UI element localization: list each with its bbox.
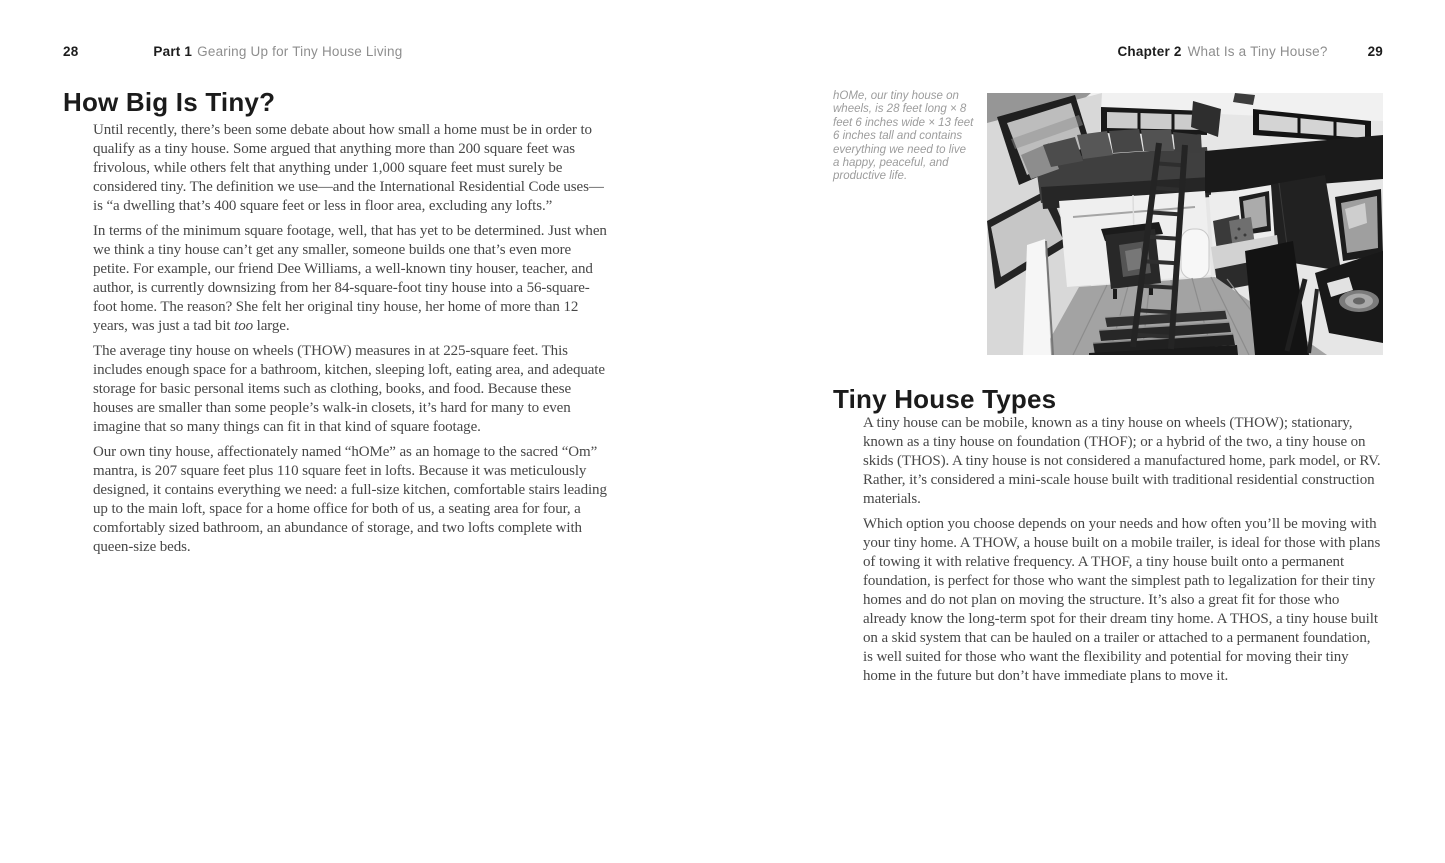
- paragraph: Until recently, there’s been some debate about how small a home must be in order to qualify as a tiny house. Some argued that anything more than 200 square feet was frivolous, while others felt that anything under 1,000 square feet must surely be considered tiny. The definition we use—and the International Residential Code uses—is “a dwelling that’s 400 square feet or less in floor area, excluding any lofts.”: [93, 122, 604, 214]
- paragraph: Which option you choose depends on your needs and how often you’ll be moving with your tiny home. A THOW, a house built on a mobile trailer, is ideal for those with plans of towing it with relative frequency. A THOF, a tiny house built onto a permanent foundation, is perfect for those who want the simplest path to legalization for their tiny homes and do not plan on moving the structure. It’s also a great fit for those who already know the long-term spot for their dream tiny home. A THOS, a tiny house built on a skid system that can be hauled on a trailer or attached to a permanent foundation, is well suited for those who want the flexibility and potential for moving their tiny home in the future but don’t have immediate plans to move it.: [863, 516, 1381, 684]
- chapter-label: Chapter 2: [1117, 44, 1182, 59]
- tiny-house-interior-photo: [987, 93, 1383, 355]
- paragraph: A tiny house can be mobile, known as a tiny house on wheels (THOW); stationary, known as a tiny house on foundation (THOF); or a hybrid of the two, a tiny house on skids (THOS). A tiny house is not considered a manufactured home, park model, or RV. Rather, it’s considered a mini-scale house built with traditional residential construction materials.: [863, 415, 1381, 507]
- part-title: Gearing Up for Tiny House Living: [197, 44, 403, 59]
- left-text-column: [93, 121, 610, 563]
- running-head-right: [1117, 44, 1383, 59]
- paragraph: [93, 222, 610, 336]
- paragraph-text: In terms of the minimum square footage, well, that has yet to be determined. Just when we think a tiny house can’t get any smaller, someone builds one that’s even more petite. For example, our friend Dee Williams, a well-known tiny houser, teacher, and author, is currently downsizing from her 84-square-foot tiny house into a 56-square-foot home. The reason? She felt her original tiny house, her home of more than 12 years, was just a tad bit: [93, 223, 607, 334]
- section-heading-tiny-house-types: Tiny House Types: [833, 384, 1057, 414]
- paragraph-text: large.: [253, 318, 290, 334]
- photo-caption: hOMe, our tiny house on wheels, is 28 feet long × 8 feet 6 inches wide × 13 feet 6 inches tall and contains everything we need to live a happy, peaceful, and productive life.: [833, 90, 974, 183]
- paragraph: The average tiny house on wheels (THOW) measures in at 225-square feet. This includes enough space for a bathroom, kitchen, sleeping loft, eating area, and adequate storage for basic personal items such as clothing, books, and food. Because these houses are smaller than some people’s walk-in closets, it’s hard for many to even imagine that so many things can fit in that kind of square footage.: [93, 343, 605, 435]
- section-heading-how-big-is-tiny: How Big Is Tiny?: [63, 87, 276, 117]
- page-number-right: 29: [1367, 44, 1383, 59]
- tiny-house-photo-illustration: [987, 93, 1383, 355]
- right-text-column: [863, 414, 1383, 692]
- paragraph: Our own tiny house, affectionately named “hOMe” as an homage to the sacred “Om” mantra, is 207 square feet plus 110 square feet in lofts. Because it was meticulously designed, it contains everything we need: a full-size kitchen, comfortable stairs leading up to the main loft, space for a home office for both of us, a seating area for four, a comfortably sized bathroom, an abundance of storage, and two lofts complete with queen-size beds.: [93, 444, 607, 555]
- page-number-left: 28: [63, 44, 79, 59]
- part-label: Part 1: [153, 44, 193, 59]
- italic-word: too: [234, 318, 253, 334]
- running-head-left: [63, 44, 402, 59]
- chapter-title: What Is a Tiny House?: [1187, 44, 1328, 59]
